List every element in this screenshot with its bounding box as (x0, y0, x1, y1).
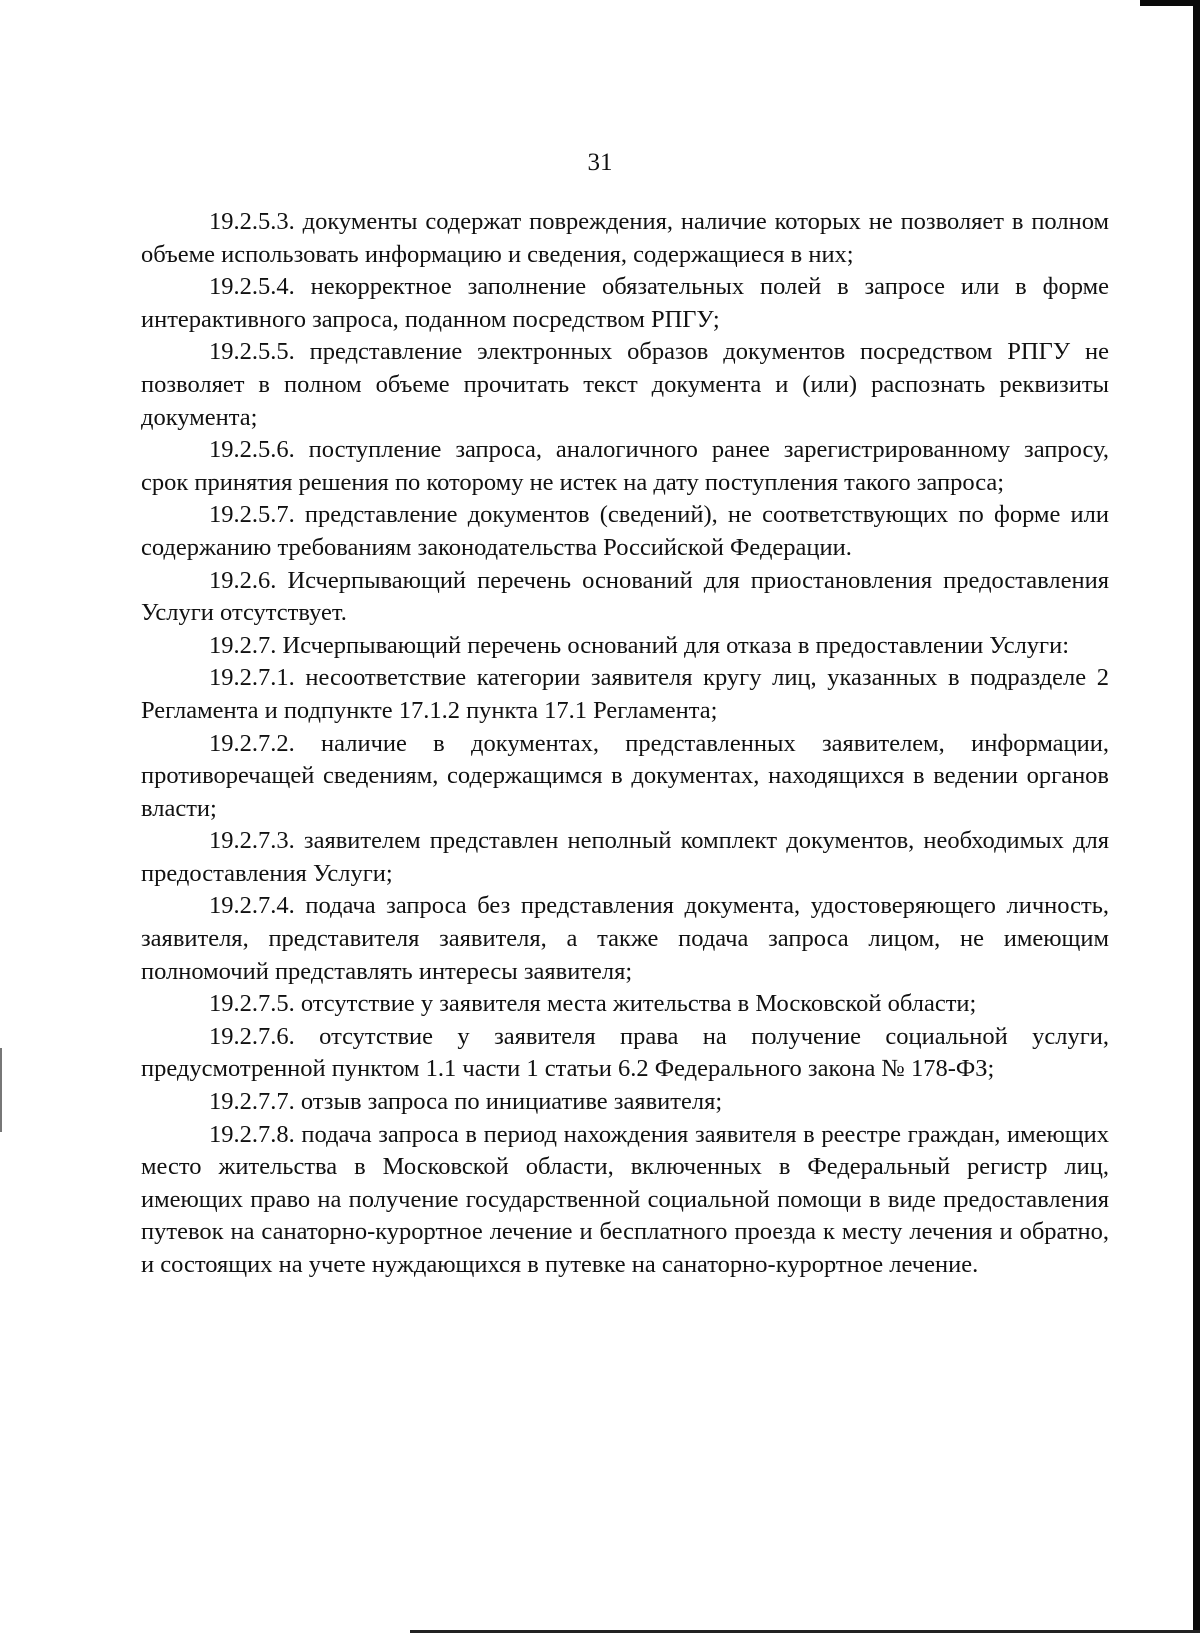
paragraph-19-2-5-4: 19.2.5.4. некорректное заполнение обязательных полей в запросе или в форме интерактивного запроса, поданном посредством РПГУ; (141, 273, 1109, 333)
paragraph-19-2-7-1: 19.2.7.1. несоответствие категории заявителя кругу лиц, указанных в подразделе 2 Регламента и подпункте 17.1.2 пункта 17.1 Регламента; (141, 664, 1109, 724)
paragraph-19-2-5-5: 19.2.5.5. представление электронных образов документов посредством РПГУ не позволяет в полном объеме прочитать текст документа и (или) распознать реквизиты документа; (141, 338, 1109, 431)
paragraph-19-2-7-8: 19.2.7.8. подача запроса в период нахождения заявителя в реестре граждан, имеющих место жительства в Московской области, включенных в Федеральный регистр лиц, имеющих право на получение государственной социальной помощи в виде предоставления путевок на санаторно-курортное лечение и бесплатного проезда к месту лечения и обратно, и состоящих на учете нуждающихся в путевке на санаторно-курортное лечение. (141, 1120, 1109, 1278)
paragraph-19-2-7-6: 19.2.7.6. отсутствие у заявителя права на получение социальной услуги, предусмотренной пунктом 1.1 части 1 статьи 6.2 Федерального закона № 178-ФЗ; (141, 1022, 1109, 1083)
paragraph-19-2-5-7: 19.2.5.7. представление документов (сведений), не соответствующих по форме или содержанию требованиям законодательства Российской Федерации. (141, 501, 1109, 561)
paragraph-19-2-5-3: 19.2.5.3. документы содержат повреждения, наличие которых не позволяет в полном объеме использовать информацию и сведения, содержащиеся в них; (141, 208, 1109, 268)
paragraph-19-2-7-2: 19.2.7.2. наличие в документах, представленных заявителем, информации, противоречащей сведениям, содержащимся в документах, находящихся в ведении органов власти; (141, 729, 1109, 822)
page-number: 31 (587, 149, 613, 176)
document-body (141, 206, 1109, 1282)
paragraph-19-2-5-6: 19.2.5.6. поступление запроса, аналогичного ранее зарегистрированному запросу, срок принятия решения по которому не истек на дату поступления такого запроса; (141, 436, 1109, 496)
paragraph-19-2-7: 19.2.7. Исчерпывающий перечень оснований для отказа в предоставлении Услуги: (209, 631, 1070, 659)
paragraph-19-2-7-5: 19.2.7.5. отсутствие у заявителя места жительства в Московской области; (209, 990, 977, 1018)
paragraph-19-2-7-4: 19.2.7.4. подача запроса без представления документа, удостоверяющего личность, заявителя, представителя заявителя, а также подача запроса лицом, не имеющим полномочий представлять интересы заявителя; (141, 892, 1109, 985)
paragraph-19-2-7-3: 19.2.7.3. заявителем представлен неполный комплект документов, необходимых для предоставления Услуги; (141, 827, 1109, 887)
scan-edge-right (1193, 0, 1200, 1633)
paragraph-19-2-6: 19.2.6. Исчерпывающий перечень оснований для приостановления предоставления Услуги отсутствует. (141, 566, 1109, 627)
scan-edge-top (1140, 0, 1200, 6)
paragraph-19-2-7-7: 19.2.7.7. отзыв запроса по инициативе заявителя; (209, 1088, 723, 1116)
scan-edge-left-mark (0, 1048, 2, 1132)
